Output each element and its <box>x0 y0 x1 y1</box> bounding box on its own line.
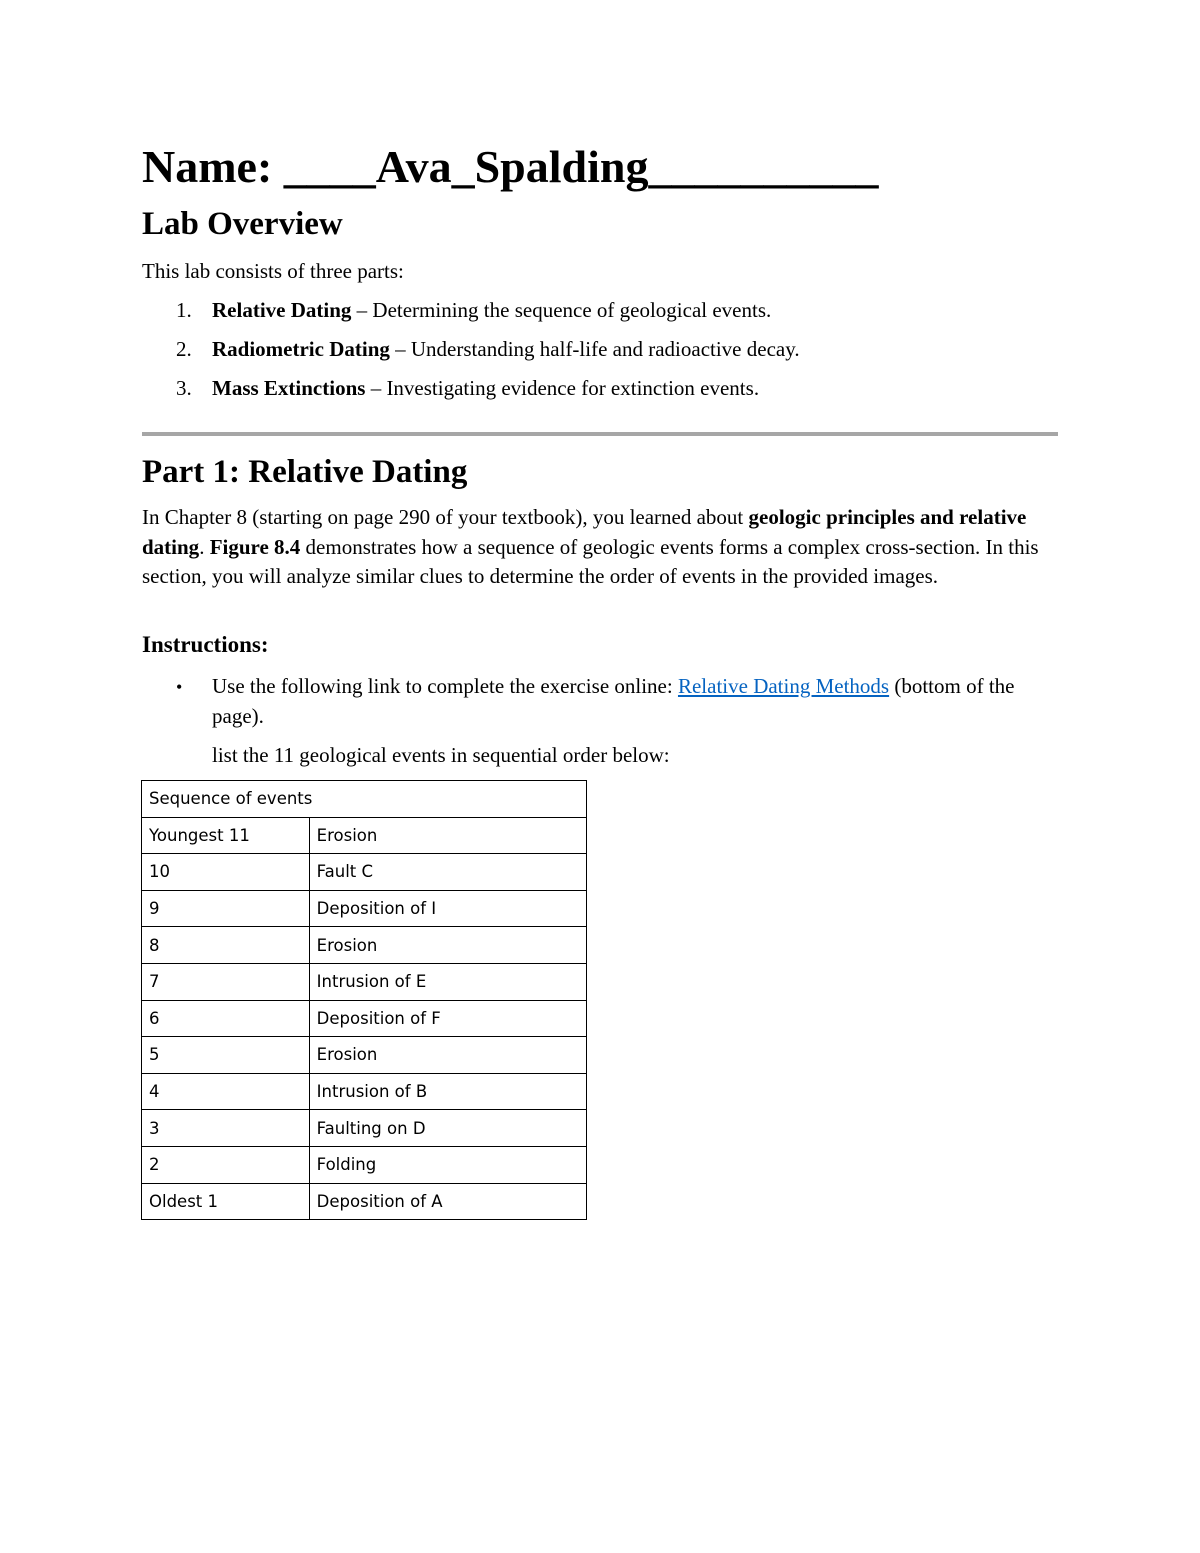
para-text: In Chapter 8 (starting on page 290 of your textbook), you learned about <box>142 505 749 529</box>
para-text: demonstrates how a sequence of geologic events forms a complex cross-section. In this section, you will analyze similar clues to determine the order of events in the provided images. <box>142 534 1039 588</box>
table-header-cell: Sequence of events <box>142 781 587 818</box>
event-cell: Erosion <box>309 927 586 964</box>
rank-cell: 3 <box>142 1110 310 1147</box>
event-cell: Deposition of I <box>309 890 586 927</box>
bullet-icon: • <box>176 677 183 697</box>
table-row <box>142 1183 587 1220</box>
para-text: . <box>199 534 210 559</box>
name-heading <box>142 136 878 198</box>
table-row <box>142 963 587 1000</box>
list-number: 2. <box>176 337 192 361</box>
event-cell: Intrusion of B <box>309 1073 586 1110</box>
event-cell: Intrusion of E <box>309 963 586 1000</box>
table-row <box>142 1073 587 1110</box>
events-table <box>141 780 587 1220</box>
rank-cell: 5 <box>142 1037 310 1074</box>
rank-cell: 10 <box>142 854 310 891</box>
rank-cell: 9 <box>142 890 310 927</box>
event-cell: Deposition of F <box>309 1000 586 1037</box>
lab-overview-heading: Lab Overview <box>142 206 343 242</box>
list-item-title: Mass Extinctions <box>212 376 366 400</box>
name-value: ____Ava_Spalding__________ <box>283 141 879 192</box>
name-label: Name: <box>142 141 273 192</box>
event-cell: Faulting on D <box>309 1110 586 1147</box>
horizontal-divider <box>142 432 1058 436</box>
list-item-desc: – Understanding half-life and radioactive decay. <box>389 337 800 361</box>
table-row <box>142 1037 587 1074</box>
rank-cell: 8 <box>142 927 310 964</box>
bullet-text-end: (bottom of the page). <box>212 674 1015 728</box>
rank-cell: Youngest 11 <box>142 817 310 854</box>
table-row <box>142 1110 587 1147</box>
event-cell: Erosion <box>309 817 586 854</box>
table-row <box>142 854 587 891</box>
event-cell: Fault C <box>309 854 586 891</box>
list-item-title: Radiometric Dating <box>212 337 390 361</box>
list-item-desc: – Investigating evidence for extinction events. <box>365 376 760 400</box>
part1-paragraph <box>142 503 1062 592</box>
list-instruction: list the 11 geological events in sequential order below: <box>212 743 670 767</box>
table-row <box>142 927 587 964</box>
table-row <box>142 817 587 854</box>
table-row <box>142 1146 587 1183</box>
list-item-desc: – Determining the sequence of geological events. <box>351 298 772 322</box>
table-header-row <box>142 781 587 818</box>
rank-cell: 2 <box>142 1146 310 1183</box>
rank-cell: Oldest 1 <box>142 1183 310 1220</box>
event-cell: Erosion <box>309 1037 586 1074</box>
list-number: 1. <box>176 298 192 322</box>
table-row <box>142 890 587 927</box>
bullet-text: Use the following link to complete the exercise online: <box>212 674 678 698</box>
list-item-title: Relative Dating <box>212 298 352 322</box>
event-cell: Folding <box>309 1146 586 1183</box>
rank-cell: 6 <box>142 1000 310 1037</box>
rank-cell: 4 <box>142 1073 310 1110</box>
instructions-heading: Instructions: <box>142 632 269 657</box>
event-cell: Deposition of A <box>309 1183 586 1220</box>
list-number: 3. <box>176 376 192 400</box>
para-bold: geologic principles and relative dating <box>142 505 1027 559</box>
part1-heading: Part 1: Relative Dating <box>142 454 468 490</box>
para-bold: Figure 8.4 <box>209 534 301 559</box>
instruction-bullet <box>212 672 1058 731</box>
relative-dating-methods-link[interactable]: Relative Dating Methods <box>677 674 890 698</box>
overview-intro: This lab consists of three parts: <box>142 259 404 283</box>
table-row <box>142 1000 587 1037</box>
rank-cell: 7 <box>142 963 310 1000</box>
